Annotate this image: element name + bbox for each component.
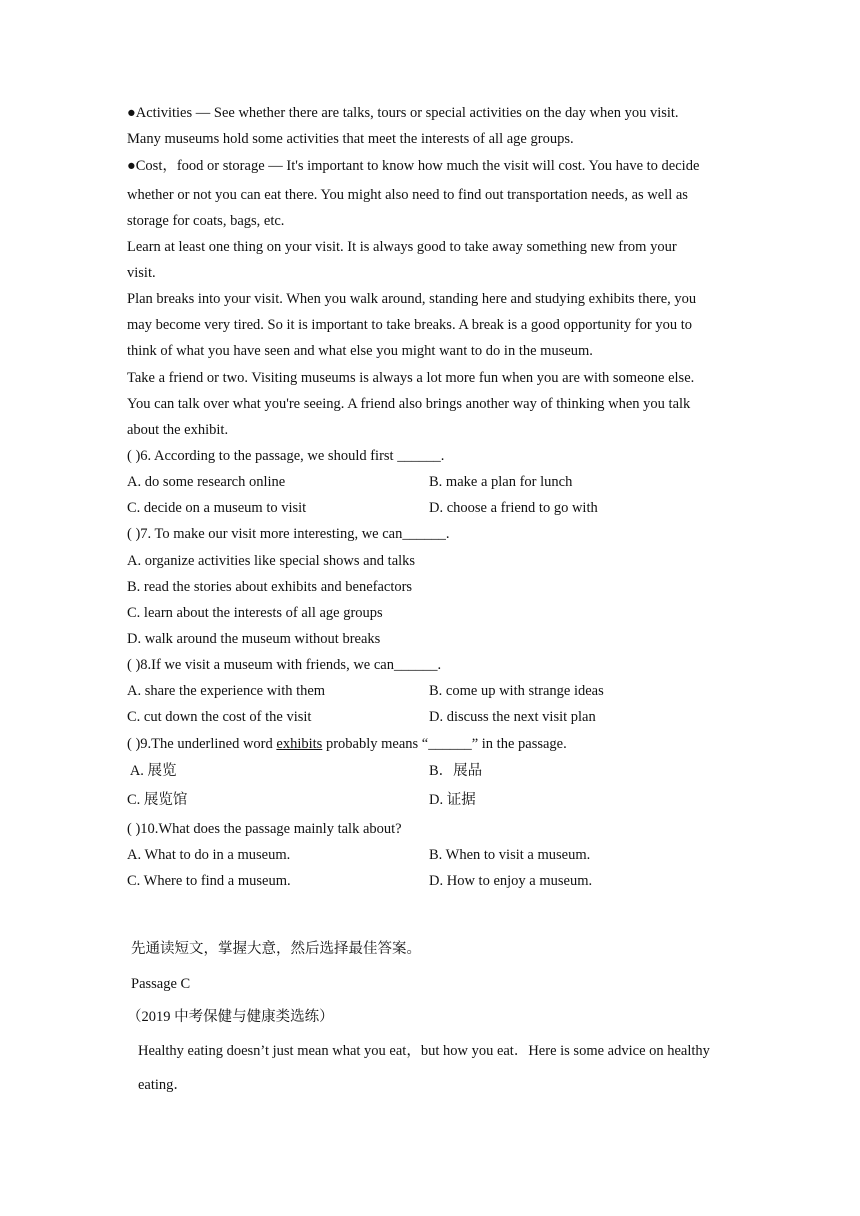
passage-line: storage for coats, bags, etc. xyxy=(127,213,285,229)
passage-line: ●Activities — See whether there are talks, tours or special activities on the day when you visit. xyxy=(127,105,679,121)
question-7-option-c: C. learn about the interests of all age groups xyxy=(127,605,383,621)
passage-line: eating． xyxy=(138,1077,188,1093)
question-10-stem: ( )10.What does the passage mainly talk about? xyxy=(127,821,402,837)
passage-line: think of what you have seen and what else you might want to do in the museum. xyxy=(127,343,593,359)
question-7-stem: ( )7. To make our visit more interesting, we can______. xyxy=(127,526,450,542)
passage-source: （2019 中考保健与健康类选练） xyxy=(127,1009,334,1025)
question-9-option-d: D. 证据 xyxy=(429,792,476,808)
passage-line: Learn at least one thing on your visit. It is always good to take away something new from your xyxy=(127,239,677,255)
question-6-option-b: B. make a plan for lunch xyxy=(429,474,573,490)
question-9-option-b: B．展品 xyxy=(429,763,483,779)
passage-line: Many museums hold some activities that meet the interests of all age groups. xyxy=(127,131,574,147)
question-9-stem xyxy=(127,734,567,754)
passage-line: Take a friend or two. Visiting museums is always a lot more fun when you are with someone else. xyxy=(127,370,695,386)
question-6-option-d: D. choose a friend to go with xyxy=(429,500,598,516)
question-8-option-d: D. discuss the next visit plan xyxy=(429,709,596,725)
question-6-option-a: A. do some research online xyxy=(127,474,286,490)
passage-line: Healthy eating doesn’t just mean what you eat，but how you eat．Here is some advice on healthy xyxy=(138,1043,710,1059)
question-9-stem-start: ( )9.The underlined word xyxy=(127,736,277,752)
question-10-option-b: B. When to visit a museum. xyxy=(429,847,591,863)
passage-title: Passage C xyxy=(131,976,191,992)
question-7-option-b: B. read the stories about exhibits and benefactors xyxy=(127,579,413,595)
passage-line: You can talk over what you're seeing. A friend also brings another way of thinking when you talk xyxy=(127,396,691,412)
question-8-option-a: A. share the experience with them xyxy=(127,683,326,699)
underlined-word: exhibits xyxy=(276,736,323,752)
passage-line: Plan breaks into your visit. When you walk around, standing here and studying exhibits there, you xyxy=(127,291,697,307)
passage-line: ●Cost，food or storage — It's important to know how much the visit will cost. You have to decide xyxy=(127,158,700,174)
question-9-stem-end: probably means “______” in the passage. xyxy=(322,736,567,752)
passage-line: visit. xyxy=(127,265,156,281)
section-instruction: 先通读短文，掌握大意，然后选择最佳答案。 xyxy=(131,941,421,957)
question-6-option-c: C. decide on a museum to visit xyxy=(127,500,307,516)
question-7-option-a: A. organize activities like special shows and talks xyxy=(127,553,416,569)
question-10-option-a: A. What to do in a museum. xyxy=(127,847,291,863)
passage-line: whether or not you can eat there. You might also need to find out transportation needs, as well as xyxy=(127,187,688,203)
passage-line: may become very tired. So it is important to take breaks. A break is a good opportunity for you to xyxy=(127,317,692,333)
question-10-option-c: C. Where to find a museum. xyxy=(127,873,291,889)
question-9-option-a: A. 展览 xyxy=(127,763,177,779)
question-9-option-c: C. 展览馆 xyxy=(127,792,188,808)
question-7-option-d: D. walk around the museum without breaks xyxy=(127,631,381,647)
question-8-stem: ( )8.If we visit a museum with friends, we can______. xyxy=(127,657,442,673)
question-8-option-c: C. cut down the cost of the visit xyxy=(127,709,312,725)
question-10-option-d: D. How to enjoy a museum. xyxy=(429,873,593,889)
passage-line: about the exhibit. xyxy=(127,422,229,438)
question-6-stem: ( )6. According to the passage, we should first ______. xyxy=(127,448,445,464)
question-8-option-b: B. come up with strange ideas xyxy=(429,683,604,699)
